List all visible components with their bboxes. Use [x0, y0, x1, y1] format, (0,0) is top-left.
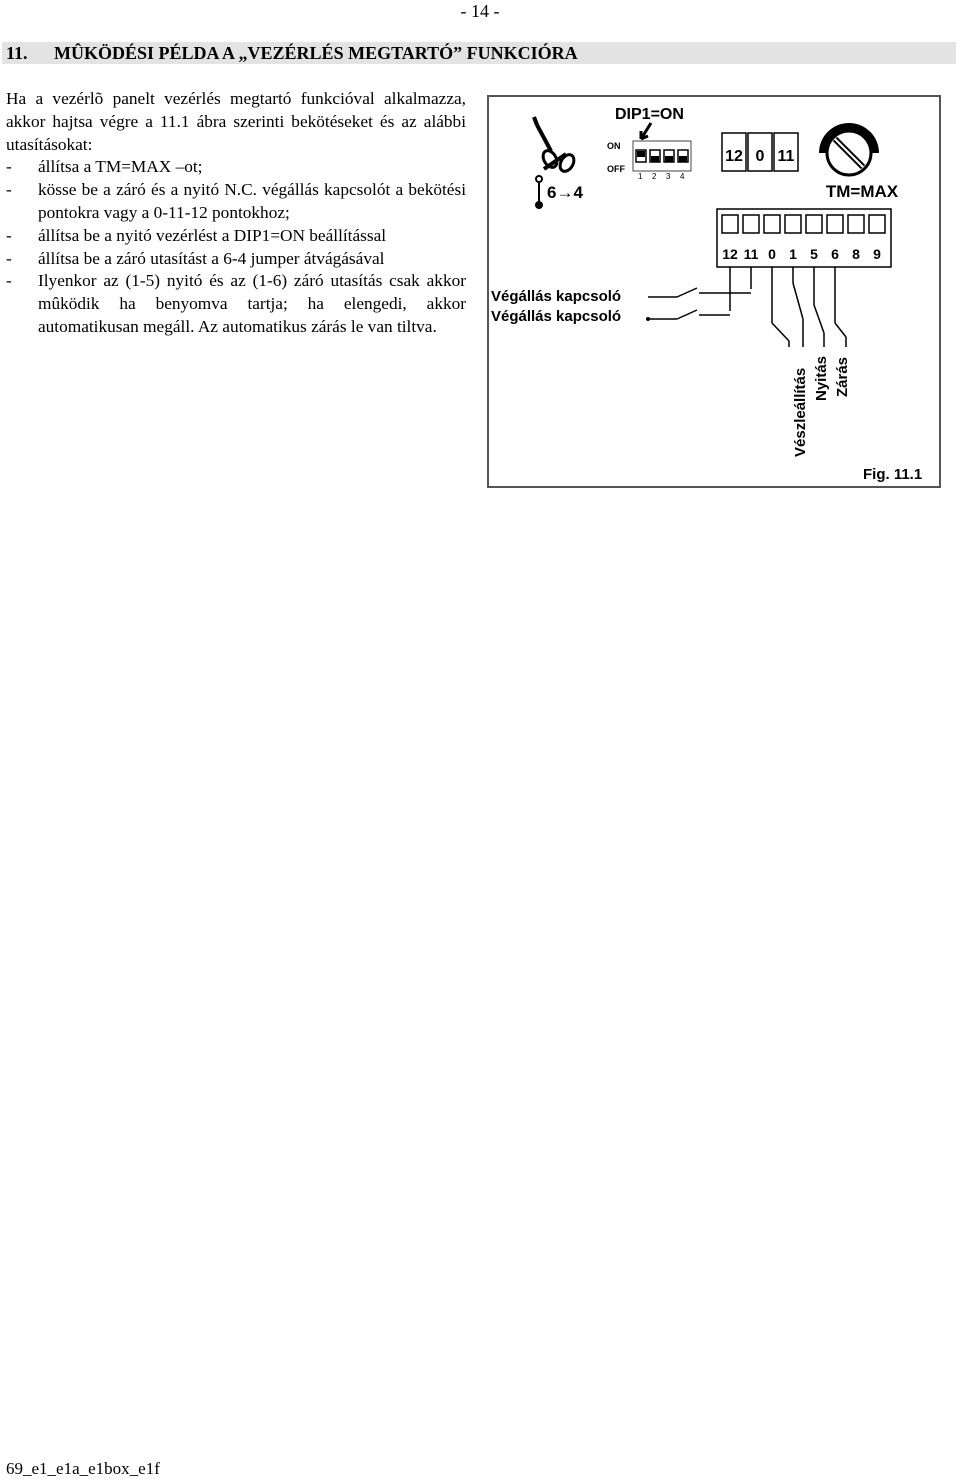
wiring-lines [648, 267, 846, 347]
dip-on-label: ON [607, 141, 621, 151]
terminal-label: 6 [831, 246, 839, 262]
list-item [6, 270, 466, 338]
instructions-text [6, 88, 466, 339]
vertical-label-open: Nyitás [813, 355, 830, 401]
switch-label: Végállás kapcsoló [491, 288, 622, 305]
list-dash: - [6, 271, 12, 291]
steps-list [6, 156, 466, 338]
wire-node [646, 317, 650, 321]
vertical-label-close: Zárás [834, 356, 851, 397]
list-dash: - [6, 248, 12, 268]
terminal-label: 1 [789, 246, 797, 262]
dip-off-label: OFF [607, 164, 625, 174]
terminal-label: 0 [755, 148, 765, 165]
switch-label: Végállás kapcsoló [491, 308, 622, 325]
terminal-label: 5 [810, 246, 818, 262]
list-dash: - [6, 180, 12, 200]
section-heading [2, 42, 956, 64]
trimmer-icon [819, 123, 879, 175]
terminal-label: 11 [777, 148, 795, 165]
list-dash: - [6, 225, 12, 245]
step-text: állítsa be a nyitó vezérlést a DIP1=ON beállítással [38, 225, 387, 245]
jumper-label: 6→4 [547, 183, 583, 202]
list-item [6, 179, 466, 225]
step-text: állítsa be a záró utasítást a 6-4 jumper átvágásával [38, 248, 385, 268]
dip-number: 2 [652, 172, 657, 181]
dip-number: 3 [666, 172, 671, 181]
scissors-icon [534, 117, 577, 174]
dip-number: 1 [638, 172, 643, 181]
list-item [6, 225, 466, 248]
step-text: állítsa a TM=MAX –ot; [38, 157, 203, 177]
list-item [6, 156, 466, 179]
step-text: kösse be a záró és a nyitó N.C. végállás kapcsolót a bekötési pontokra vagy a 0-11-12 pontokhoz; [38, 180, 466, 222]
jumper-icon [536, 176, 542, 208]
section-title: MÛKÖDÉSI PÉLDA A „VEZÉRLÉS MEGTARTÓ” FUNKCIÓRA [54, 43, 578, 63]
terminal-label: 11 [743, 246, 759, 262]
dip-number: 4 [680, 172, 685, 181]
page-number: - 14 - [460, 1, 500, 21]
figure-caption: Fig. 11.1 [863, 466, 923, 483]
dip-arrow-icon [641, 123, 651, 139]
dip-switches [636, 150, 688, 162]
terminal-label: 12 [722, 246, 738, 262]
terminal-label: 8 [852, 246, 860, 262]
terminal-label: 9 [873, 246, 881, 262]
list-item [6, 248, 466, 271]
terminal-label: 0 [768, 246, 776, 262]
terminal-label: 12 [725, 148, 743, 165]
wiring-figure [487, 95, 941, 488]
tm-label: TM=MAX [825, 182, 899, 201]
step-text: Ilyenkor az (1-5) nyitó és az (1-6) záró utasítás csak akkor mûködik ha benyomva tartja; ha elengedi, akkor automatikusan megáll. Az automatikus zárás le van tiltva. [38, 271, 466, 336]
section-number: 11. [6, 43, 28, 63]
wiring-diagram [489, 97, 939, 486]
intro-paragraph: Ha a vezérlõ panelt vezérlés megtartó funkcióval alkalmazza, akkor hajtsa végre a 11.1 ábra szerinti bekötéseket és az alábbi utasításokat: [6, 89, 466, 154]
list-dash: - [6, 157, 12, 177]
vertical-label-emergency: Vészleállítás [792, 367, 809, 457]
dip-label: DIP1=ON [615, 106, 684, 123]
footer-code: 69_e1_e1a_e1box_e1f [6, 1459, 160, 1478]
